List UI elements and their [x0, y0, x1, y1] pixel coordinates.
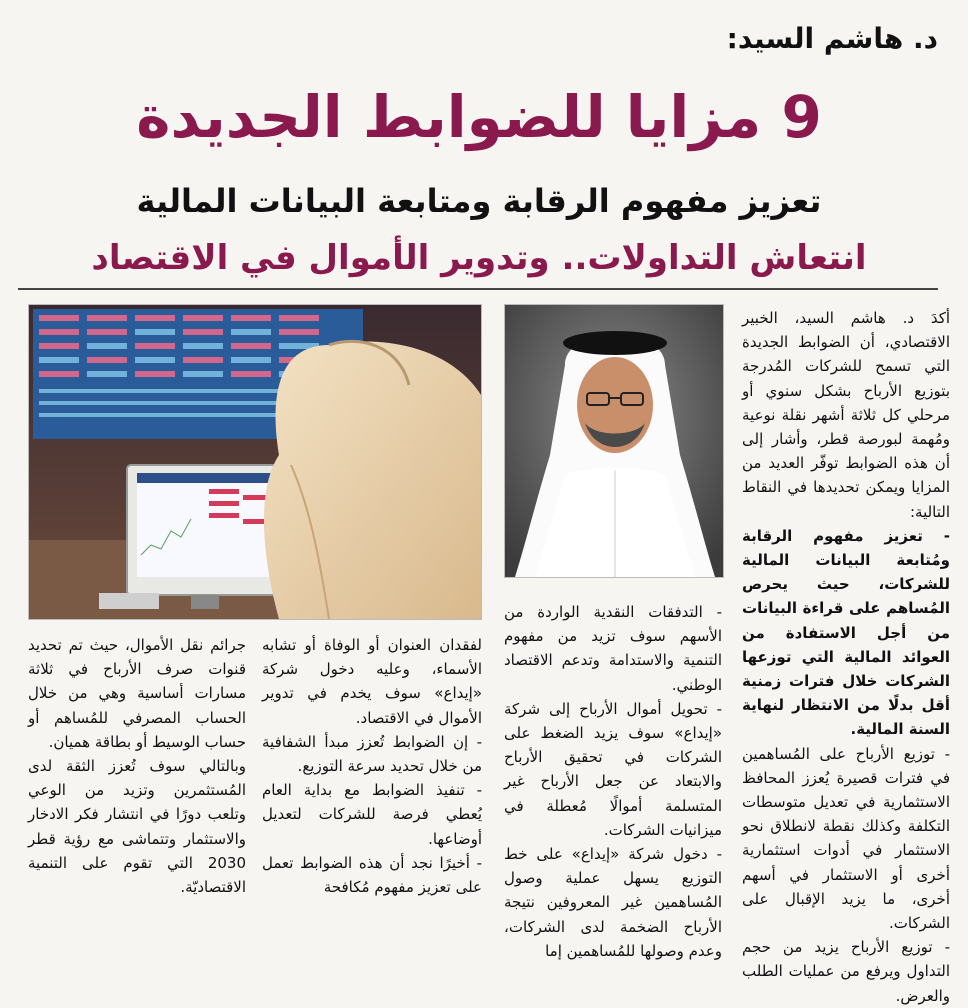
col1-paragraph-4: - توزيع الأرباح يزيد من حجم التداول ويرفع من عمليات الطلب والعرض. [742, 938, 950, 1005]
article-column-1 [742, 306, 950, 1008]
header-divider [18, 288, 938, 290]
col3-paragraph-1: لفقدان العنوان أو الوفاة أو تشابه الأسماء، وعليه دخول شركة «إيداع» سوف يخدم في تدوير الأموال في الاقتصاد. [262, 636, 482, 727]
article-column-3 [262, 633, 482, 899]
col1-paragraph-3: - توزيع الأرباح على المُساهمين في فترات قصيرة يُعزز المحافظ الاستثمارية في تعديل متوسطات التكلفة وكذلك نقطة لانطلاق نحو الاستثمار في أدوات استثمارية أخرى أو الاستثمار في أسهم أخرى، ما يزيد الإقبال على الشركات. [742, 744, 950, 933]
trading-floor-photo [28, 304, 482, 620]
article-column-2 [504, 600, 722, 963]
article-column-4 [28, 633, 246, 899]
col1-paragraph-2: - تعزيز مفهوم الرقابة ومُتابعة البيانات المالية للشركات، حيث يحرص المُساهم على قراءة البيانات من أجل الاستفادة من العوائد المالية التي توزعها الشركات خلال فترات زمنية أقل بدلًا من الانتظار لنهاية السنة المالية. [742, 526, 950, 739]
col1-paragraph-1: أكدَ د. هاشم السيد، الخبير الاقتصادي، أن الضوابط الجديدة التي تسمح للشركات المُدرجة بتوزيع الأرباح بشكل سنوي أو مرحلي كل ثلاثة أشهر نقلة نوعية ومُهمة لبورصة قطر، وأشار إلى أن هذه الضوابط توفّر العديد من المزايا ويمكن تحديدها في النقاط التالية: [742, 309, 950, 521]
col3-paragraph-3: - تنفيذ الضوابط مع بداية العام يُعطي فرصة للشركات لتعديل أوضاعها. [262, 781, 482, 848]
byline: د. هاشم السيد: [726, 22, 938, 55]
portrait-photo [504, 304, 724, 578]
col3-paragraph-4: - أخيرًا نجد أن هذه الضوابط تعمل على تعزيز مفهوم مُكافحة [262, 853, 482, 897]
headline: 9 مزايا للضوابط الجديدة [136, 83, 822, 151]
col4-paragraph-2: وبالتالي سوف تُعزز الثقة لدى المُستثمرين وتزيد من الوعي وتلعب دورًا في انتشار فكر الادخار والاستثمار وتتماشى مع رؤية قطر 2030 التي تقوم على التنمية الاقتصاديّة. [28, 757, 246, 897]
col4-paragraph-1: جرائم نقل الأموال، حيث تم تحديد قنوات صرف الأرباح في ثلاثة مسارات أساسية وهي من خلال الحساب المصرفي للمُساهم أو حساب الوسيط أو بطاقة هميان. [28, 636, 246, 751]
subheadline-1: تعزيز مفهوم الرقابة ومتابعة البيانات المالية [136, 182, 822, 220]
col2-paragraph-1: - التدفقات النقدية الواردة من الأسهم سوف تزيد من مفهوم التنمية والاستدامة وتدعم الاقتصاد الوطني. [504, 603, 722, 694]
subheadline-2: انتعاش التداولات.. وتدوير الأموال في الاقتصاد [91, 238, 867, 278]
portrait-illustration [505, 305, 723, 577]
col2-paragraph-3: - دخول شركة «إيداع» على خط التوزيع يسهل عملية وصول المُساهمين غير المعروفين نتيجة الأرباح الضخمة لدى الشركات، وعدم وصولها للمُساهمين إما [504, 845, 722, 960]
trading-floor-illustration [29, 305, 481, 619]
col3-paragraph-2: - إن الضوابط تُعزز مبدأ الشفافية من خلال تحديد سرعة التوزيع. [262, 732, 482, 776]
col2-paragraph-2: - تحويل أموال الأرباح إلى شركة «إيداع» سوف يزيد الضغط على الشركات في تحقيق الأرباح والابتعاد عن جعل الأرباح غير المتسلمة أموالًا مُعطلة في ميزانيات الشركات. [504, 699, 722, 839]
